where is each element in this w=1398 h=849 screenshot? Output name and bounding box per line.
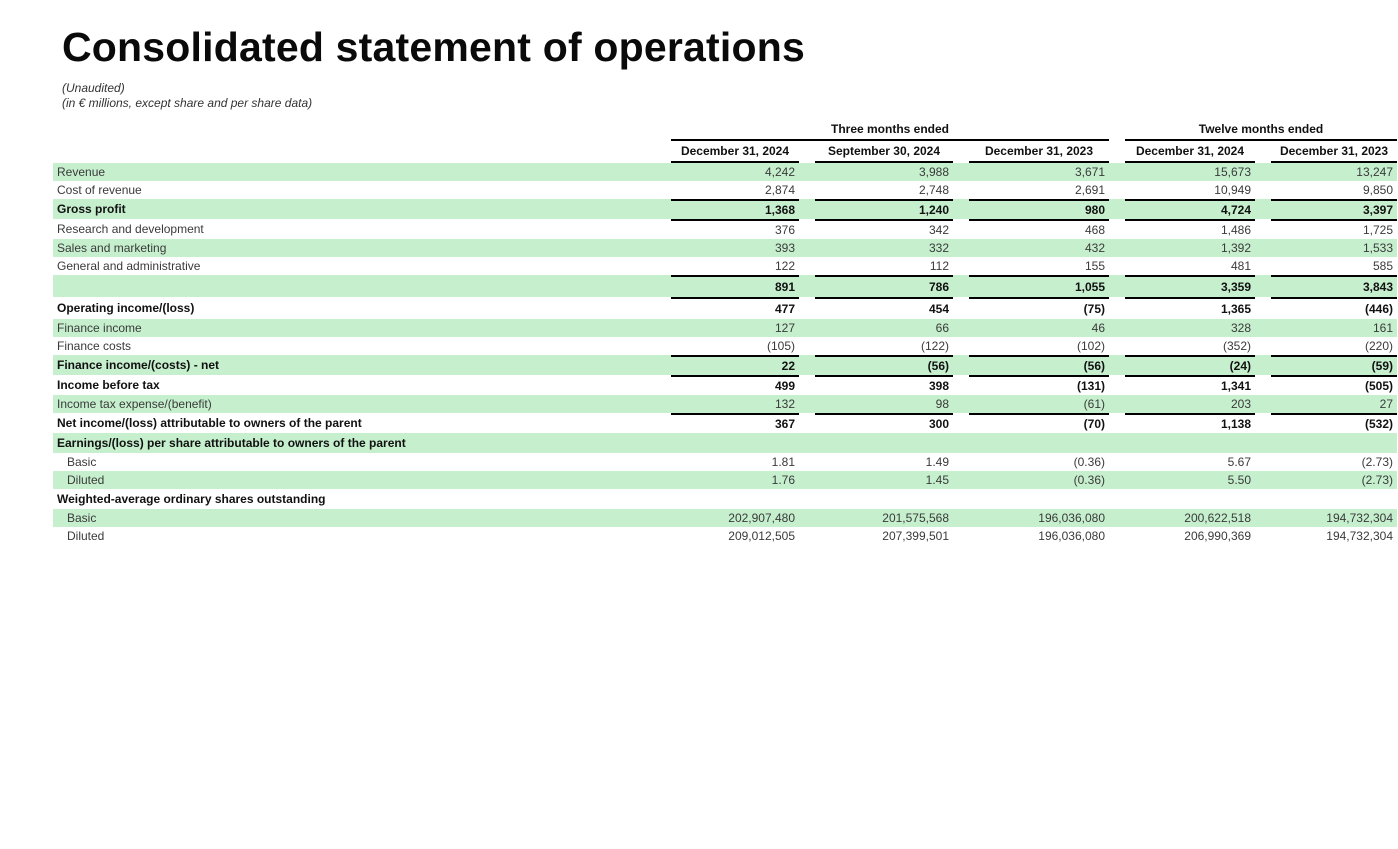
cell: 1,365: [1125, 297, 1255, 319]
cell: 10,949: [1214, 183, 1251, 197]
column-header-row: [53, 141, 1397, 163]
row-label: Diluted: [67, 529, 105, 543]
row-label: General and administrative: [57, 259, 201, 273]
cell: (352): [1222, 339, 1251, 353]
cell: (61): [969, 395, 1109, 413]
cell: 22: [671, 355, 799, 375]
cell: 132: [671, 395, 799, 413]
row-label: Finance income/(costs) - net: [53, 355, 655, 375]
cell: [815, 433, 953, 453]
cell: 127: [671, 319, 799, 337]
twelve-months-header: Twelve months ended: [1125, 119, 1397, 141]
cell: 196,036,080: [969, 509, 1109, 527]
row-sales-and-marketing: [53, 239, 1397, 257]
cell: 3,671: [969, 163, 1109, 181]
row-label: Cost of revenue: [57, 183, 142, 197]
cell: (102): [1076, 339, 1105, 353]
row-finance-costs: [53, 337, 1397, 355]
cell: 3,397: [1271, 199, 1397, 219]
cell: 499: [671, 375, 799, 395]
cell: (446): [1271, 297, 1397, 319]
cell: 342: [815, 219, 953, 239]
cell: 46: [969, 319, 1109, 337]
column-header-q4-2023: December 31, 2023: [969, 141, 1109, 163]
cell: 481: [1230, 259, 1251, 273]
cell: 1,341: [1125, 375, 1255, 395]
row-eps-diluted: [53, 471, 1397, 489]
row-shares-diluted: [53, 527, 1397, 545]
cell: 367: [671, 413, 799, 433]
cell: 200,622,518: [1125, 509, 1255, 527]
cell: [1125, 489, 1255, 509]
cell: 161: [1271, 319, 1397, 337]
cell: 4,724: [1125, 199, 1255, 219]
row-label: Earnings/(loss) per share attributable to owners of the parent: [53, 433, 655, 453]
cell: 1.49: [925, 455, 949, 469]
cell: 1,486: [1125, 219, 1255, 239]
cell: [671, 433, 799, 453]
row-income-before-tax: [53, 375, 1397, 395]
cell: 1,138: [1125, 413, 1255, 433]
cell: 454: [815, 297, 953, 319]
row-label: Research and development: [57, 222, 204, 236]
cell: 207,399,501: [882, 529, 949, 543]
cell: 1.81: [771, 455, 795, 469]
cell: (2.73): [1361, 455, 1393, 469]
cell: 209,012,505: [728, 529, 795, 543]
cell: 203: [1125, 395, 1255, 413]
cell: 112: [929, 259, 949, 273]
cell: 5.50: [1125, 471, 1255, 489]
unaudited-note: (Unaudited): [62, 81, 125, 95]
cell: 206,990,369: [1184, 529, 1251, 543]
cell: (75): [969, 297, 1109, 319]
row-label: Basic: [67, 455, 97, 469]
cell: 300: [815, 413, 953, 433]
cell: 980: [969, 199, 1109, 219]
cell: 194,732,304: [1271, 509, 1397, 527]
cell: (505): [1271, 375, 1397, 395]
cell: (122): [920, 339, 949, 353]
row-label: Basic: [53, 509, 655, 527]
row-net-income: [53, 413, 1397, 433]
cell: [969, 489, 1109, 509]
column-header-q3-2024: September 30, 2024: [815, 141, 953, 163]
row-revenue: [53, 163, 1397, 181]
row-gross-profit: [53, 199, 1397, 219]
row-label: Net income/(loss) attributable to owners of the parent: [57, 416, 362, 430]
row-finance-income: [53, 319, 1397, 337]
page-title: Consolidated statement of operations: [62, 24, 805, 70]
cell: (24): [1125, 355, 1255, 375]
cell: (131): [969, 375, 1109, 395]
cell: 477: [671, 297, 799, 319]
row-cost-of-revenue: [53, 181, 1397, 199]
row-finance-net: [53, 355, 1397, 375]
cell: (220): [1364, 339, 1393, 353]
cell: 2,874: [764, 183, 795, 197]
row-label: Diluted: [53, 471, 655, 489]
cell: [815, 489, 953, 509]
column-header-q4-2024: December 31, 2024: [671, 141, 799, 163]
cell: 393: [671, 239, 799, 257]
cell: 5.67: [1227, 455, 1251, 469]
cell: 194,732,304: [1326, 529, 1393, 543]
row-eps-basic: [53, 453, 1397, 471]
cell: 1.45: [815, 471, 953, 489]
cell: 2,748: [918, 183, 949, 197]
row-total-operating-expenses: [53, 275, 1397, 297]
cell: 432: [969, 239, 1109, 257]
cell: 3,988: [815, 163, 953, 181]
cell: 891: [671, 275, 799, 297]
row-operating-income: [53, 297, 1397, 319]
cell: 1,392: [1125, 239, 1255, 257]
cell: 4,242: [671, 163, 799, 181]
row-general-and-administrative: [53, 257, 1397, 275]
cell: 1.76: [671, 471, 799, 489]
cell: 468: [969, 219, 1109, 239]
cell: (56): [969, 355, 1109, 375]
cell: 66: [815, 319, 953, 337]
cell: 27: [1271, 395, 1397, 413]
cell: [1125, 433, 1255, 453]
cell: 13,247: [1271, 163, 1397, 181]
cell: 376: [671, 219, 799, 239]
cell: 398: [815, 375, 953, 395]
row-label: Income tax expense/(benefit): [53, 395, 655, 413]
cell: 3,843: [1271, 275, 1397, 297]
cell: 1,368: [671, 199, 799, 219]
cell: 201,575,568: [815, 509, 953, 527]
cell: [1271, 433, 1397, 453]
cell: (59): [1271, 355, 1397, 375]
row-label: Finance income: [53, 319, 655, 337]
row-label: Weighted-average ordinary shares outstanding: [57, 492, 326, 506]
row-label: Gross profit: [53, 199, 655, 219]
units-note: (in € millions, except share and per share data): [62, 96, 313, 110]
period-group-header-row: [53, 119, 1397, 141]
cell: 15,673: [1125, 163, 1255, 181]
cell: 1,240: [815, 199, 953, 219]
row-label: Income before tax: [57, 378, 160, 392]
cell: (56): [815, 355, 953, 375]
cell: 328: [1125, 319, 1255, 337]
cell: 122: [774, 259, 795, 273]
row-research-and-development: [53, 219, 1397, 239]
cell: 1,533: [1271, 239, 1397, 257]
cell: [1271, 489, 1397, 509]
row-label: Sales and marketing: [53, 239, 655, 257]
cell: 9,850: [1362, 183, 1393, 197]
cell: 202,907,480: [671, 509, 799, 527]
cell: 1,055: [969, 275, 1109, 297]
cell: [969, 433, 1109, 453]
cell: 2,691: [1074, 183, 1105, 197]
row-eps-heading: [53, 433, 1397, 453]
cell: 585: [1372, 259, 1393, 273]
statement-table: [53, 119, 1397, 545]
row-shares-basic: [53, 509, 1397, 527]
cell: 1,725: [1271, 219, 1397, 239]
cell: (105): [766, 339, 795, 353]
row-income-tax: [53, 395, 1397, 413]
cell: 98: [815, 395, 953, 413]
cell: (0.36): [1073, 455, 1105, 469]
row-shares-heading: [53, 489, 1397, 509]
cell: 155: [1084, 259, 1105, 273]
three-months-header: Three months ended: [671, 119, 1109, 141]
cell: (0.36): [969, 471, 1109, 489]
cell: 786: [815, 275, 953, 297]
cell: (2.73): [1271, 471, 1397, 489]
row-label: Finance costs: [57, 339, 132, 353]
row-label: [53, 275, 655, 297]
cell: 196,036,080: [1038, 529, 1105, 543]
column-header-fy-2023: December 31, 2023: [1271, 141, 1397, 163]
row-label: Revenue: [53, 163, 655, 181]
column-header-fy-2024: December 31, 2024: [1125, 141, 1255, 163]
cell: 3,359: [1125, 275, 1255, 297]
row-label: Operating income/(loss): [57, 301, 195, 315]
cell: (70): [969, 413, 1109, 433]
cell: [671, 489, 799, 509]
cell: 332: [815, 239, 953, 257]
cell: (532): [1271, 413, 1397, 433]
